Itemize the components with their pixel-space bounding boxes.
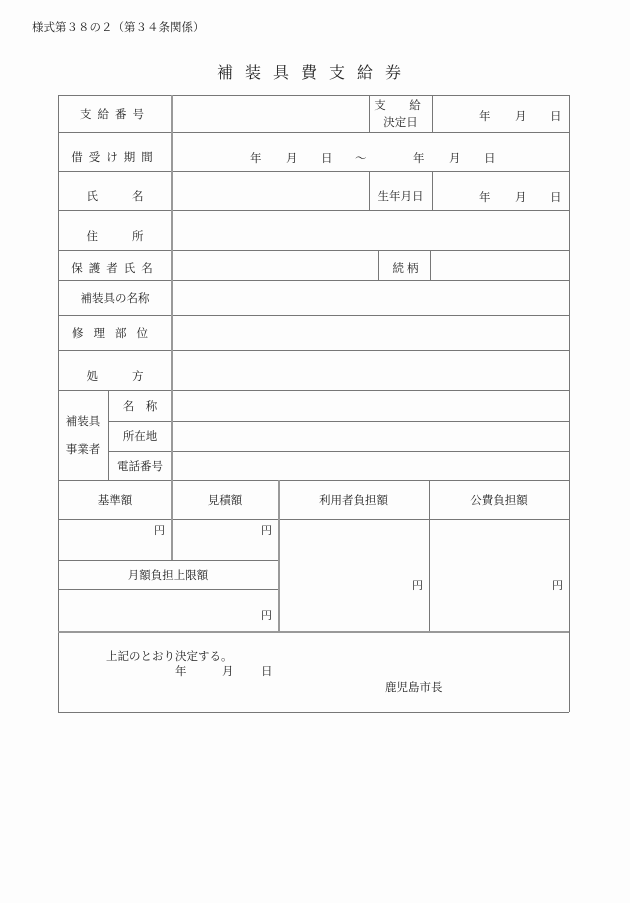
yen-unit: 円 bbox=[412, 579, 423, 592]
estimate-amount-header: 見積額 bbox=[207, 492, 243, 507]
relationship-label: 続柄 bbox=[392, 261, 422, 275]
yen-unit: 円 bbox=[261, 609, 272, 622]
address-field[interactable] bbox=[172, 211, 569, 250]
name-label-a: 氏 bbox=[86, 188, 98, 203]
yen-unit: 円 bbox=[154, 524, 165, 537]
tilde-separator: 〜 bbox=[355, 151, 367, 165]
year-label: 年 bbox=[479, 109, 491, 123]
form-code: 様式第３８の２（第３４条関係） bbox=[32, 20, 205, 34]
year-label: 年 bbox=[479, 190, 491, 204]
public-burden-field[interactable] bbox=[430, 520, 569, 631]
address-label-b: 所 bbox=[132, 229, 144, 243]
device-name-field[interactable] bbox=[172, 281, 569, 315]
from-year-label: 年 bbox=[250, 151, 262, 165]
payment-number-field[interactable] bbox=[172, 96, 369, 132]
provider-label-line2: 事業者 bbox=[65, 442, 101, 456]
prescription-label bbox=[58, 350, 172, 390]
address-label-a: 住 bbox=[86, 229, 98, 243]
provider-label bbox=[58, 390, 108, 480]
decision-date-label-line1: 支 給 bbox=[374, 97, 427, 112]
provider-phone-label: 電話番号 bbox=[117, 458, 163, 473]
payment-number-label: 支給番号 bbox=[80, 106, 150, 121]
day-label: 日 bbox=[550, 190, 562, 204]
footer-day-label: 日 bbox=[261, 664, 273, 678]
provider-phone-field[interactable] bbox=[172, 452, 569, 480]
relationship-field[interactable] bbox=[431, 251, 569, 280]
prescription-field[interactable] bbox=[172, 351, 569, 390]
lending-period-field[interactable] bbox=[172, 133, 569, 171]
issuer-name: 鹿児島市長 bbox=[385, 680, 443, 694]
month-label: 月 bbox=[515, 190, 527, 204]
prescription-label-a: 処 bbox=[86, 369, 98, 383]
yen-unit: 円 bbox=[261, 524, 272, 537]
border-line bbox=[569, 95, 570, 712]
standard-amount-field[interactable] bbox=[58, 520, 171, 560]
decision-date-field[interactable] bbox=[433, 96, 569, 132]
birthdate-field[interactable] bbox=[433, 172, 569, 210]
public-burden-header: 公費負担額 bbox=[470, 492, 528, 507]
name-label-b: 名 bbox=[132, 188, 144, 203]
decision-statement: 上記のとおり決定する。 bbox=[106, 649, 233, 663]
provider-label-line1: 補装具 bbox=[65, 414, 101, 428]
lending-period-label: 借受け期間 bbox=[71, 149, 159, 164]
user-burden-field[interactable] bbox=[280, 520, 429, 631]
device-name-label: 補装具の名称 bbox=[80, 290, 150, 305]
footer-year-label: 年 bbox=[175, 664, 187, 678]
standard-amount-header: 基準額 bbox=[97, 492, 133, 507]
provider-name-label: 名 称 bbox=[122, 398, 158, 413]
to-day-label: 日 bbox=[484, 151, 496, 165]
border-line bbox=[58, 712, 569, 713]
decision-date-label bbox=[369, 95, 432, 132]
user-burden-header: 利用者負担額 bbox=[319, 492, 388, 507]
from-day-label: 日 bbox=[321, 151, 333, 165]
month-label: 月 bbox=[515, 109, 527, 123]
address-label bbox=[58, 210, 172, 250]
row-line bbox=[58, 631, 569, 633]
to-year-label: 年 bbox=[413, 151, 425, 165]
yen-unit: 円 bbox=[552, 579, 563, 592]
monthly-cap-field[interactable] bbox=[58, 590, 278, 631]
guardian-name-field[interactable] bbox=[172, 251, 378, 280]
repair-part-field[interactable] bbox=[172, 316, 569, 350]
name-label bbox=[58, 171, 172, 210]
day-label: 日 bbox=[550, 109, 562, 123]
footer-month-label: 月 bbox=[222, 664, 234, 678]
provider-location-label: 所在地 bbox=[122, 429, 158, 443]
decision-date-label-line2: 決定日 bbox=[383, 114, 418, 129]
prescription-label-b: 方 bbox=[132, 369, 144, 383]
provider-name-field[interactable] bbox=[172, 391, 569, 421]
guardian-name-label: 保護者氏名 bbox=[71, 261, 159, 275]
from-month-label: 月 bbox=[286, 151, 298, 165]
repair-part-label: 修理部位 bbox=[72, 325, 158, 340]
page-title: 補装具費支給券 bbox=[216, 63, 413, 82]
estimate-amount-field[interactable] bbox=[173, 520, 278, 560]
birthdate-label: 生年月日 bbox=[377, 188, 424, 203]
monthly-cap-label: 月額負担上限額 bbox=[127, 567, 209, 582]
name-field[interactable] bbox=[172, 172, 369, 210]
provider-location-field[interactable] bbox=[172, 422, 569, 451]
to-month-label: 月 bbox=[449, 151, 461, 165]
